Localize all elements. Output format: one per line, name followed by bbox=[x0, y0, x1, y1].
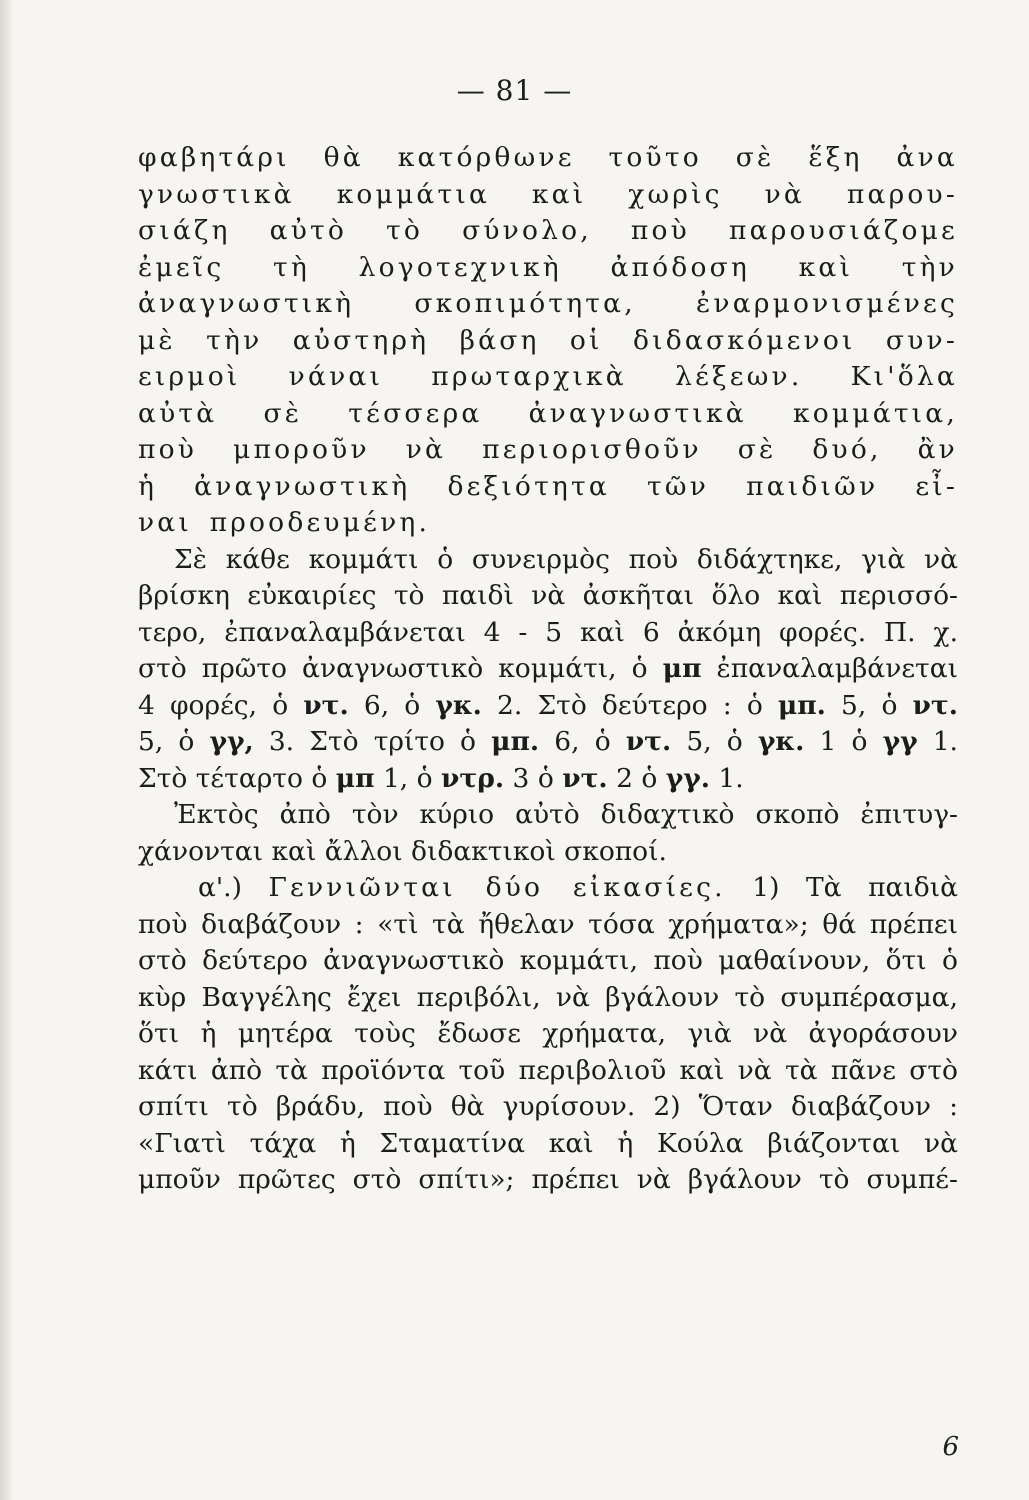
text-line: μὲ τὴν αὐστηρὴ βάση οἱ διδασκόμενοι συν- bbox=[138, 324, 958, 356]
signature-mark: 6 bbox=[942, 1432, 959, 1462]
text-line: κάτι ἀπὸ τὰ προϊόντα τοῦ περιβολιοῦ καὶ νὰ τὰ πᾶνε στὸ bbox=[138, 1054, 958, 1086]
text-line: 5, ὁ γγ, 3. Στὸ τρίτο ὁ μπ. 6, ὁ ντ. 5, ὁ γκ. 1 ὁ γγ 1. bbox=[138, 726, 958, 757]
text-line: α'.) Γεννιῶνται δύο εἰκασίες. 1) Τὰ παιδιὰ bbox=[198, 872, 958, 903]
text-line: ποὺ μποροῦν νὰ περιορισθοῦν σὲ δυό, ἂν bbox=[138, 434, 958, 465]
text-line: ὅτι ἡ μητέρα τοὺς ἔδωσε χρήματα, γιὰ νὰ ἀγοράσουν bbox=[138, 1018, 958, 1049]
text-line: ἐμεῖς τὴ λογοτεχνικὴ ἀπόδοση καὶ τὴν bbox=[138, 251, 958, 283]
text-line: Στὸ τέταρτο ὁ μπ 1, ὁ ντρ. 3 ὁ ντ. 2 ὁ γγ. 1. bbox=[138, 762, 744, 794]
page-number: — 81 — bbox=[456, 74, 573, 107]
text-line: στὸ πρῶτο ἀναγνωστικὸ κομμάτι, ὁ μπ ἐπαναλαμβάνεται bbox=[138, 653, 958, 684]
text-line: ποὺ διαβάζουν : «τὶ τὰ ἤθελαν τόσα χρήματα»; θά πρέπει bbox=[138, 908, 958, 940]
text-line: στὸ δεύτερο ἀναγνωστικὸ κομμάτι, ποὺ μαθαίνουν, ὅτι ὁ bbox=[138, 945, 958, 976]
text-line: «Γιατὶ τάχα ἡ Σταματίνα καὶ ἡ Κούλα βιάζονται νὰ bbox=[138, 1127, 958, 1159]
text-line: Ἐκτὸς ἀπὸ τὸν κύριο αὐτὸ διδαχτικὸ σκοπὸ ἐπιτυγ- bbox=[174, 799, 958, 830]
text-line: αὐτὰ σὲ τέσσερα ἀναγνωστικὰ κομμάτια, bbox=[138, 397, 958, 429]
page-body bbox=[138, 140, 958, 1199]
text-line: ναι προοδευμένη. bbox=[138, 507, 431, 538]
text-line: 4 φορές, ὁ ντ. 6, ὁ γκ. 2. Στὸ δεύτερο : ὁ μπ. 5, ὁ ντ. bbox=[138, 689, 958, 721]
text-line: χάνονται καὶ ἄλλοι διδακτικοὶ σκοποί. bbox=[138, 835, 667, 867]
text-line: ἀναγνωστικὴ σκοπιμότητα, ἐναρμονισμένες bbox=[138, 288, 958, 319]
text-line: βρίσκη εὐκαιρίες τὸ παιδὶ νὰ ἀσκῆται ὅλο καὶ περισσό- bbox=[138, 580, 958, 611]
text-line: κὺρ Βαγγέλης ἔχει περιβόλι, νὰ βγάλουν τὸ συμπέρασμα, bbox=[138, 981, 958, 1013]
text-line: ειρμοὶ νάναι πρωταρχικὰ λέξεων. Κι'ὅλα bbox=[138, 361, 958, 392]
text-line: σιάζη αὐτὸ τὸ σύνολο, ποὺ παρουσιάζομε bbox=[138, 215, 958, 246]
text-line: φαβητάρι θὰ κατόρθωνε τοῦτο σὲ ἕξη ἀνα bbox=[138, 142, 958, 173]
text-line: ἡ ἀναγνωστικὴ δεξιότητα τῶν παιδιῶν εἶ- bbox=[138, 470, 958, 502]
binding-edge-shadow bbox=[0, 0, 14, 1500]
text-line: Σὲ κάθε κομμάτι ὁ συνειρμὸς ποὺ διδάχτηκε, γιὰ νὰ bbox=[174, 543, 958, 575]
text-line: γνωστικὰ κομμάτια καὶ χωρὶς νὰ παρου- bbox=[138, 178, 958, 210]
text-line: μποῦν πρῶτες στὸ σπίτι»; πρέπει νὰ βγάλουν τὸ συμπέ- bbox=[138, 1164, 958, 1195]
text-line: τερο, ἐπαναλαμβάνεται 4 - 5 καὶ 6 ἀκόμη φορές. Π. χ. bbox=[138, 616, 958, 648]
text-line: σπίτι τὸ βράδυ, ποὺ θὰ γυρίσουν. 2) Ὅταν διαβάζουν : bbox=[138, 1091, 958, 1122]
